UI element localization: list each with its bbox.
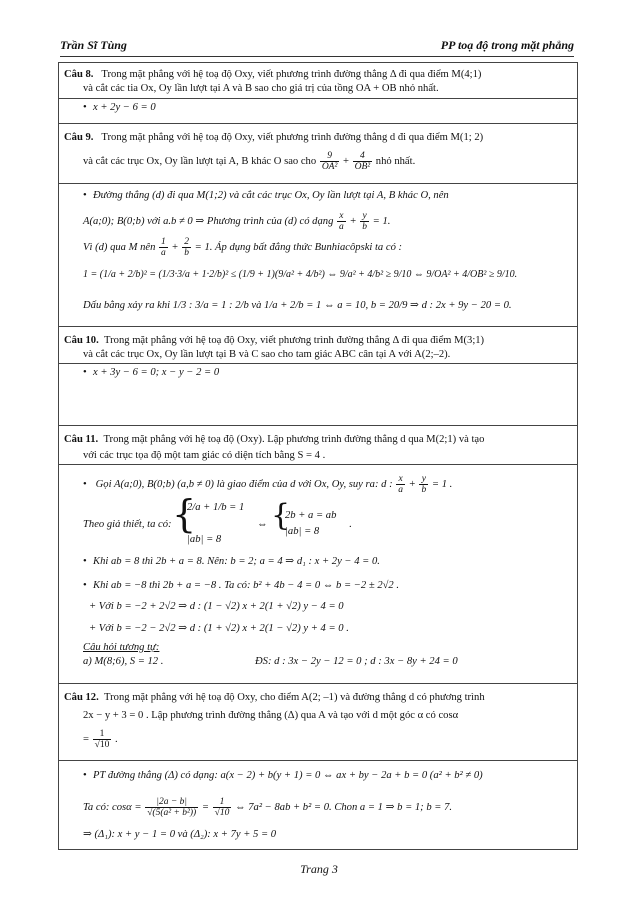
q11-similar-title: Câu hỏi tương tự: [83,642,160,653]
fraction: $\frac{y}{b}$ [421,474,427,495]
divider [59,683,577,684]
q10-text1: Trong mặt phẳng với hệ toạ độ Oxy, viết phương trình đường thẳng Δ đi qua điểm M(3;1) [104,335,485,346]
equals-sign: = [201,801,209,813]
q9-sol2a: A(a;0); B(0;b) với a.b ≠ 0 ⇒ Phương trình của (d) có dạng [83,215,334,227]
left-brace: { [271,498,291,533]
q10-answer: x + 3y − 6 = 0; x − y − 2 = 0 [93,367,220,378]
fraction: $\frac{1}{√10}$ [94,729,110,750]
q9-sol5: Dấu bằng xảy ra khi 1/3 : 3/a = 1 : 2/b và 1/a + 2/b = 1 ⇔ a = 10, b = 20/9 ⇒ d : 2x + 9y − 20 = 0. [83,300,512,311]
q9-sol2b: = 1. [372,215,391,227]
q11-sol5: + Với b = −2 + 2√2 ⇒ d : (1 − √2) x + 2(1 + √2) y − 4 = 0 [89,601,344,612]
q11-similar-a: a) M(8;6), S = 12 . [83,656,164,667]
q9-sol3a: Vì (d) qua M nên [83,241,156,253]
divider [59,425,577,426]
q12-text2: 2x − y + 3 = 0 . Lập phương trình đường thẳng (Δ) qua A và tạo với d một góc α có cosα [83,710,459,721]
q11-dot: . [349,519,352,530]
q11-sol1b: = 1 . [431,478,453,490]
fraction: $\frac{|2a - b|}{\text{√(5(a² + b²))}}$ [147,797,197,818]
q8-label: Câu 8. [64,69,94,80]
author-name: Trần Sĩ Tùng [60,38,127,52]
q8-text2: và cắt các tia Ox, Oy lần lượt tại A và B sao cho giá trị của tồng OA + OB nhỏ nhất. [83,83,439,94]
q11-sys2a: 2b + a = ab [285,510,337,521]
q12-text1: Trong mặt phẳng với hệ toạ độ Oxy, cho điểm A(2; –1) và đường thẳng d có phương trình [104,692,485,703]
q12-sol3: ⇒ (Δ₁): x + y − 1 = 0 và (Δ₂): x + 7y + 5 = 0 [83,829,277,840]
q11-sol6: + Với b = −2 − 2√2 ⇒ d : (1 + √2) x + 2(1 − √2) y + 4 = 0 . [89,623,349,634]
fraction: $\frac{x}{a}$ [398,474,404,495]
fraction: $\frac{2}{b}$ [184,237,189,258]
left-brace: { [172,492,197,536]
topic-title: PP toạ độ trong mặt phẳng [440,38,574,52]
fraction: $\frac{1}{a}$ [161,237,166,258]
divider [59,183,577,184]
q11-sol2: Theo giả thiết, ta có: [83,519,172,530]
page-header [60,36,574,57]
plus-sign: + [342,155,349,167]
q11-sys1a: 2/a + 1/b = 1 [187,502,245,513]
plus-sign: + [408,478,416,490]
q11-sys2b: |ab| = 8 [285,526,320,537]
page-number: Trang 3 [300,862,338,876]
divider [59,363,577,364]
q12-sol1: PT đường thẳng (Δ) có dạng: a(x − 2) + b(y + 1) = 0 ⇔ ax + by − 2a + b = 0 (a² + b² ≠ 0) [93,770,483,781]
q11-text1: Trong mặt phẳng với hệ toạ độ (Oxy). Lập phương trình đường thẳng d qua M(2;1) và tạo [103,434,485,445]
q11-sol1a: Gọi A(a;0), B(0;b) (a,b ≠ 0) là giao điểm của d với Ox, Oy, suy ra: d : [95,478,393,490]
q12-sol2b: ⇔ 7a² − 8ab + b² = 0. Chon a = 1 ⇒ b = 1; b = 7. [235,801,453,813]
q11-sol4: Khi ab = −8 thì 2b + a = −8 . Ta có: b² + 4b − 4 = 0 ⇔ b = −2 ± 2√2 . [93,580,400,591]
q11-text2: với các trục tọa độ một tam giác có diện tích bằng S = 4 . [83,450,326,461]
q12-text3b: . [115,733,118,745]
q8-answer: x + 2y − 6 = 0 [93,102,156,113]
q9-text2a: và cắt các trục Ox, Oy lần lượt tại A, B khác O sao cho [83,155,317,167]
q11-equiv: ⇔ [257,519,268,530]
q10-label: Câu 10. [64,335,99,346]
fraction: $\frac{9}{\text{OA²}}$ [321,151,338,172]
fraction: $\frac{x}{a}$ [339,211,344,232]
q12-sol2a: Ta có: cosα = [83,801,142,813]
divider [59,123,577,124]
fraction: $\frac{y}{b}$ [362,211,367,232]
q12-label: Câu 12. [64,692,99,703]
q11-similar-answer: ĐS: d : 3x − 2y − 12 = 0 ; d : 3x − 8y + 24 = 0 [255,656,458,667]
q11-sys1b: |ab| = 8 [187,534,222,545]
q9-label: Câu 9. [64,132,94,143]
fraction: $\frac{4}{\text{OB²}}$ [354,151,371,172]
content-frame: Câu 8. Trong mặt phẳng với hệ toạ độ Oxy, viết phương trình đường thẳng Δ đi qua điểm M(4;1) và cắt các tia Ox, Oy lần lượt tại A và B sao cho giá trị của tồng OA + OB nhỏ nhất. • x + 2y − 6 = 0 Câu 9. Trong mặt phẳng với hệ toạ độ Oxy, viết phương trình đường thẳng d đi qua điểm M(1; 2) và cắt các trục Ox, Oy lần lượt tại A, B khác O sao cho $\frac{9}{\text{OA²}}$ + $\frac{4}{\text{OB²}}$ nhỏ nhất. • Đường thẳng (d) đi qua M(1;2) và cắt các trục Ox, Oy lần lượt tại A, B khác O, nên A(a;0); B(0;b) với a.b ≠ 0 ⇒ Phương trình của (d) có dạng $\frac{x}{a}$ + $\frac{y}{b}$ = 1. Vì (d) qua M nên $\frac{1}{a}$ + $\frac{2}{b}$ = 1. Áp dụng bất đẳng thức Bunhiacôpski ta có : 1 = (1/a + 2/b)² = (1/3·3/a + 1·2/b)² ≤ (1/9 + 1)(9/a² + 4/b²) ⇔ 9/a² + 4/b² ≥ 9/10 ⇔ 9/OA² + 4/OB² ≥ 9/10. Dấu bằng xảy ra khi 1/3 : 3/a = 1 : 2/b và 1/a + 2/b = 1 ⇔ a = 10, b = 20/9 ⇒ d : 2x + 9y − 20 = 0. Câu 10. Trong mặt phẳng với hệ toạ độ Oxy, viết phương trình đường thẳng Δ đi qua điểm M(3;1) và cắt các trục Ox, Oy lần lượt tại B và C sao cho tam giác ABC cân tại A với A(2;–2). • x + 3y − 6 = 0; x − y − 2 = 0 Câu 11. Trong mặt phẳng với hệ toạ độ (Oxy). Lập phương trình đường thẳng d qua M(2;1) và tạo với các trục tọa độ một tam giác có diện tích bằng S = 4 . • Gọi A(a;0), B(0;b) (a,b ≠ 0) là giao điểm của d với Ox, Oy, suy ra: d : $\frac{x}{a}$ + $\frac{y}{b}$ = 1 . Theo giả thiết, ta có: { 2/a + 1/b = 1 |ab| = 8 ⇔ { 2b + a = ab |ab| = 8 . • Khi ab = 8 thì 2b + a = 8. Nên: b = 2; a = 4 ⇒ d₁ : x + 2y − 4 = 0. • Khi ab = −8 thì 2b + a = −8 . Ta có: b² + 4b − 4 = 0 ⇔ b = −2 ± 2√2 . + Với b = −2 + 2√2 ⇒ d : (1 − √2) x + 2(1 + √2) y − 4 = 0 + Với b = −2 − 2√2 ⇒ d : (1 + √2) x + 2(1 − √2) y + 4 = 0 . Câu hỏi tương tự: a) M(8;6), S = 12 . ĐS: d : 3x − 2y − 12 = 0 ; d : 3x − 8y + 24 = 0 Câu 12. Trong mặt phẳng với hệ toạ độ Oxy, cho điểm A(2; –1) và đường thẳng d có phương trình 2x − y + 3 = 0 . Lập phương trình đường thẳng (Δ) qua A và tạo với d một góc α có cosα = $\frac{1}{√10}$ . • PT đường thẳng (Δ) có dạng: a(x − 2) + b(y + 1) = 0 ⇔ ax + by − 2a + b = 0 (a² + b² ≠ 0) Ta có: cosα = $\frac{|2a - b|}{\text{√(5(a² + b²))}}$ = $\frac{1}{√10}$ ⇔ 7a² − 8ab + b² = 0. Chon a = 1 ⇒ b = 1; b = 7. ⇒ (Δ₁): x + y − 1 = 0 và (Δ₂): x + 7y + 5 = 0 [58,62,578,850]
divider [59,464,577,465]
q12-text3a: = [83,733,89,745]
q10-text2: và cắt các trục Ox, Oy lần lượt tại B và C sao cho tam giác ABC cân tại A với A(2;–2). [83,349,451,360]
q11-label: Câu 11. [64,434,99,445]
fraction: $\frac{1}{√10}$ [214,797,230,818]
q9-text1: Trong mặt phẳng với hệ toạ độ Oxy, viết phương trình đường thẳng d đi qua điểm M(1; 2) [101,132,484,143]
q8-text1: Trong mặt phẳng với hệ toạ độ Oxy, viết phương trình đường thẳng Δ đi qua điểm M(4;1) [101,69,482,80]
q11-sol3: Khi ab = 8 thì 2b + a = 8. Nên: b = 2; a = 4 ⇒ d₁ : x + 2y − 4 = 0. [93,556,380,567]
q9-sol1: Đường thẳng (d) đi qua M(1;2) và cắt các trục Ox, Oy lần lượt tại A, B khác O, nên [93,190,449,201]
divider [59,760,577,761]
q9-sol4: 1 = (1/a + 2/b)² = (1/3·3/a + 1·2/b)² ≤ (1/9 + 1)(9/a² + 4/b²) ⇔ 9/a² + 4/b² ≥ 9/10 ⇔ 9/OA² + 4/OB² ≥ 9/10. [83,269,518,280]
q9-text2b: nhỏ nhất. [375,155,416,167]
q9-sol3b: = 1. Áp dụng bất đẳng thức Bunhiacôpski ta có : [194,241,403,253]
plus-sign: + [349,215,357,227]
divider [59,98,577,99]
divider [59,326,577,327]
